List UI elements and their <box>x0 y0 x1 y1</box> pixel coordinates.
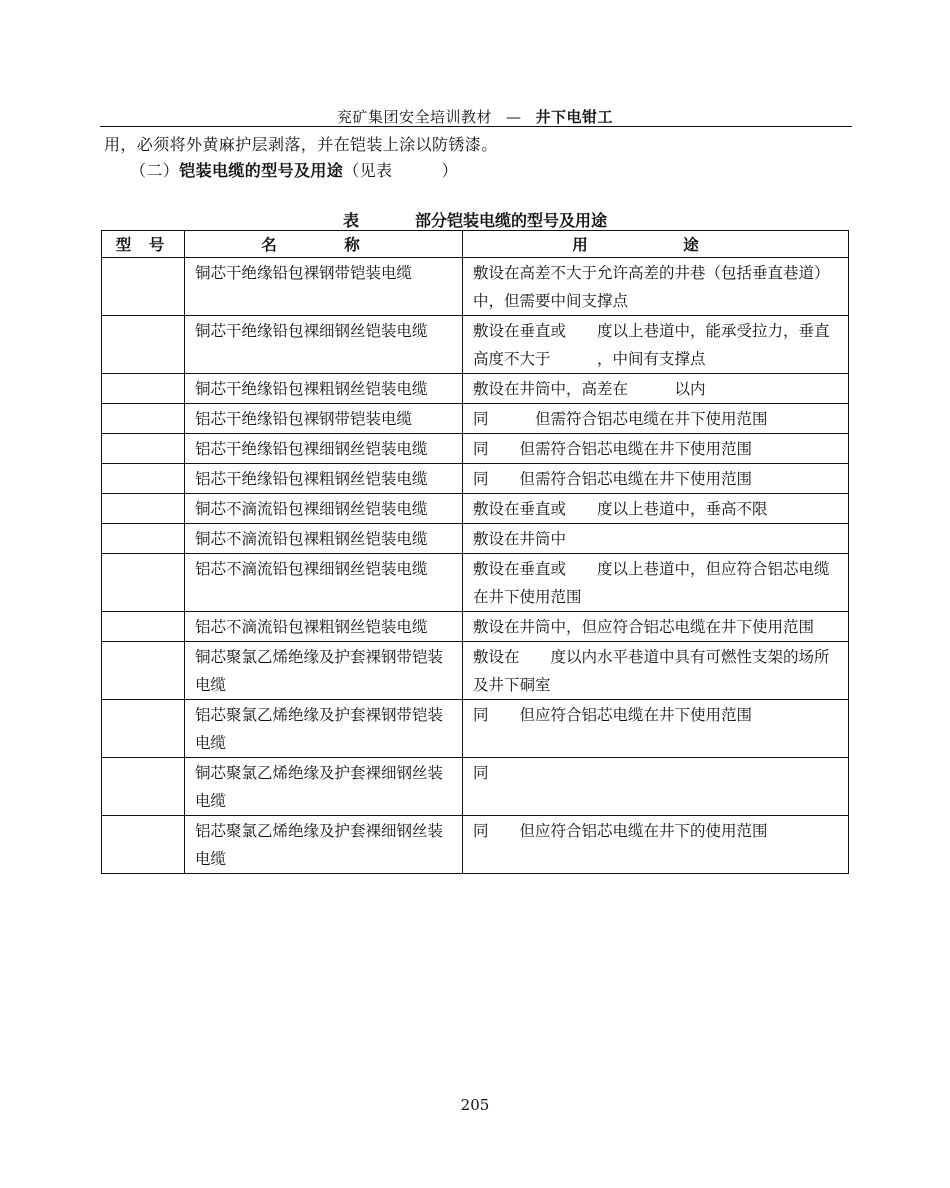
cell-usage: 同 但应符合铝芯电缆在井下的使用范围 <box>463 816 849 874</box>
cell-model <box>102 554 185 612</box>
cell-model <box>102 816 185 874</box>
section-title: 铠装电缆的型号及用途 <box>179 161 344 180</box>
table-row <box>102 612 849 642</box>
cell-name: 铝芯干绝缘铅包裸粗钢丝铠装电缆 <box>185 464 463 494</box>
cell-model <box>102 758 185 816</box>
cell-usage: 同 <box>463 758 849 816</box>
table-row <box>102 524 849 554</box>
header-separator: — <box>506 108 522 126</box>
table-row <box>102 758 849 816</box>
cable-type-table <box>101 230 849 874</box>
header-rule <box>100 126 852 127</box>
running-header <box>0 106 950 127</box>
cell-model <box>102 700 185 758</box>
table-row <box>102 316 849 374</box>
table-body <box>102 258 849 874</box>
cell-usage: 敷设在垂直或 度以上巷道中，但应符合铝芯电缆在井下使用范围 <box>463 554 849 612</box>
cell-usage: 敷设在高差不大于允许高差的井巷（包括垂直巷道）中，但需要中间支撑点 <box>463 258 849 316</box>
cell-model <box>102 316 185 374</box>
cell-name: 铝芯不滴流铅包裸粗钢丝铠装电缆 <box>185 612 463 642</box>
table-row <box>102 494 849 524</box>
cell-name: 铜芯聚氯乙烯绝缘及护套裸钢带铠装电缆 <box>185 642 463 700</box>
cell-usage: 同 但需符合铝芯电缆在井下使用范围 <box>463 404 849 434</box>
cell-usage: 敷设在井筒中，高差在 以内 <box>463 374 849 404</box>
cell-model <box>102 464 185 494</box>
cell-name: 铝芯聚氯乙烯绝缘及护套裸细钢丝装电缆 <box>185 816 463 874</box>
page-number: 205 <box>460 1096 490 1114</box>
cell-name: 铝芯不滴流铅包裸细钢丝铠装电缆 <box>185 554 463 612</box>
cell-model <box>102 612 185 642</box>
table-row <box>102 554 849 612</box>
cell-name: 铜芯不滴流铅包裸细钢丝铠装电缆 <box>185 494 463 524</box>
cell-usage: 同 但需符合铝芯电缆在井下使用范围 <box>463 464 849 494</box>
table-row <box>102 434 849 464</box>
table-header-row <box>102 231 849 258</box>
cell-model <box>102 642 185 700</box>
cell-usage: 敷设在井筒中 <box>463 524 849 554</box>
cell-name: 铝芯干绝缘铅包裸钢带铠装电缆 <box>185 404 463 434</box>
column-header-usage: 用 途 <box>463 231 849 258</box>
cell-model <box>102 434 185 464</box>
cell-name: 铜芯不滴流铅包裸粗钢丝铠装电缆 <box>185 524 463 554</box>
table-row <box>102 700 849 758</box>
table-row <box>102 374 849 404</box>
table-caption-label: 表 <box>342 211 359 230</box>
cell-usage: 敷设在垂直或 度以上巷道中，垂高不限 <box>463 494 849 524</box>
table-caption <box>0 208 950 231</box>
cell-usage: 敷设在垂直或 度以上巷道中，能承受拉力，垂直高度不大于 ，中间有支撑点 <box>463 316 849 374</box>
column-header-model: 型 号 <box>102 231 185 258</box>
table-caption-title: 部分铠装电缆的型号及用途 <box>415 211 608 230</box>
cell-usage: 敷设在 度以内水平巷道中具有可燃性支架的场所及井下硐室 <box>463 642 849 700</box>
cell-model <box>102 258 185 316</box>
cell-usage: 同 但应符合铝芯电缆在井下使用范围 <box>463 700 849 758</box>
table-row <box>102 464 849 494</box>
cell-usage: 敷设在井筒中，但应符合铝芯电缆在井下使用范围 <box>463 612 849 642</box>
cell-name: 铜芯干绝缘铅包裸细钢丝铠装电缆 <box>185 316 463 374</box>
header-chapter-title: 井下电钳工 <box>535 108 614 126</box>
cell-model <box>102 494 185 524</box>
cell-name: 铝芯聚氯乙烯绝缘及护套裸钢带铠装电缆 <box>185 700 463 758</box>
section-number: （二） <box>130 161 180 180</box>
cell-usage: 同 但需符合铝芯电缆在井下使用范围 <box>463 434 849 464</box>
cell-model <box>102 374 185 404</box>
section-heading <box>130 158 458 181</box>
section-table-reference: （见表 ） <box>343 161 459 180</box>
header-book-title: 兖矿集团安全培训教材 <box>336 108 492 126</box>
table-row <box>102 404 849 434</box>
cell-name: 铜芯干绝缘铅包裸钢带铠装电缆 <box>185 258 463 316</box>
paragraph-text: 用，必须将外黄麻护层剥落，并在铠装上涂以防锈漆。 <box>104 135 498 154</box>
cell-model <box>102 404 185 434</box>
table-row <box>102 642 849 700</box>
cell-name: 铜芯聚氯乙烯绝缘及护套裸细钢丝装电缆 <box>185 758 463 816</box>
cell-name: 铝芯干绝缘铅包裸细钢丝铠装电缆 <box>185 434 463 464</box>
table-row <box>102 258 849 316</box>
cell-name: 铜芯干绝缘铅包裸粗钢丝铠装电缆 <box>185 374 463 404</box>
cell-model <box>102 524 185 554</box>
table-row <box>102 816 849 874</box>
column-header-name: 名 称 <box>185 231 463 258</box>
